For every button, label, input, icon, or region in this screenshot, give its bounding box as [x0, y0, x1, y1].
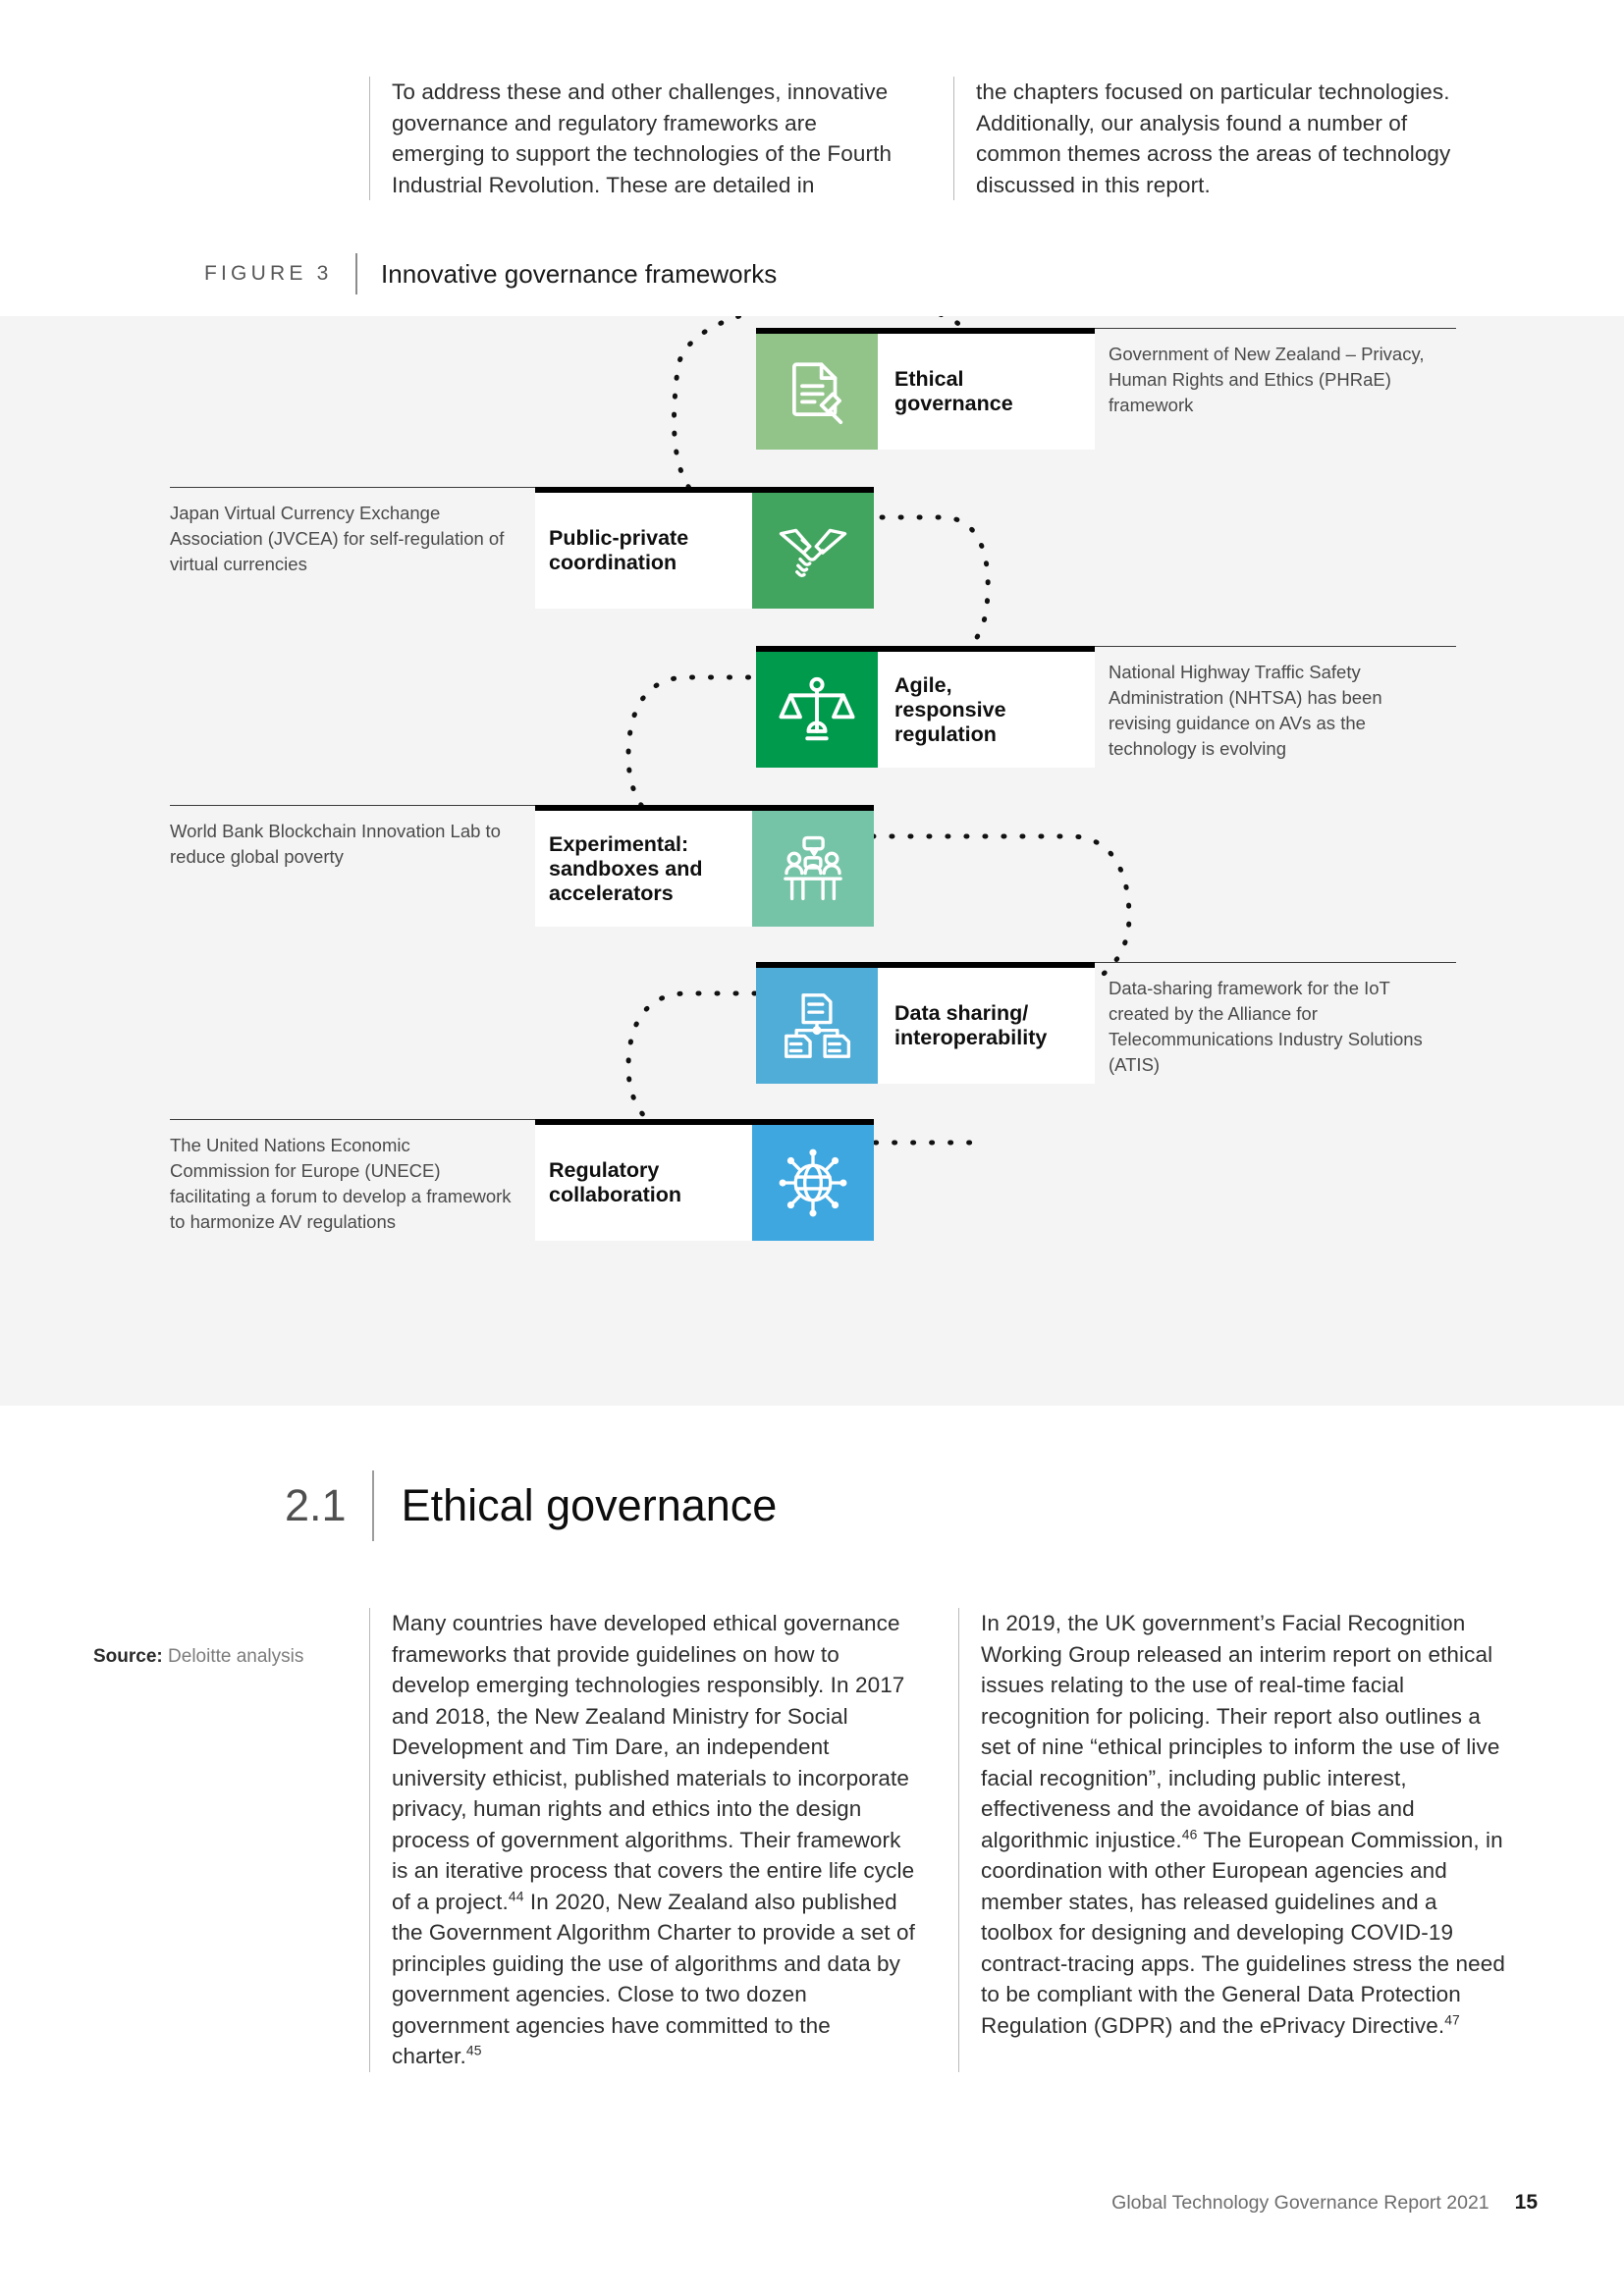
tile-public-private	[752, 493, 874, 609]
card-label-agile-regulation	[878, 652, 1095, 768]
figure-source	[93, 1646, 303, 1668]
card-label-line1: Regulatory	[549, 1158, 660, 1182]
tile-experimental-sandboxes	[752, 811, 874, 927]
body-left-part1: Many countries have developed ethical governance frameworks that provide guidelines on how to develop emerging technologies responsibly. In 2017 and 2018, the New Zealand Ministry for Social Development and Tim Dare, an independent university ethicist, published materials to incorporate privacy, human rights and ethics into the design process of government algorithms. Their framework is an iterative process that covers the entire life cycle of a project.	[392, 1611, 915, 1914]
intro-column-left	[369, 77, 953, 200]
body-column-left	[369, 1608, 958, 2072]
card-label-line1: Ethical	[894, 367, 964, 391]
card-label-data-sharing	[878, 968, 1095, 1084]
body-right-part2: The European Commission, in coordination with other European agencies and member states, has released guidelines and a toolbox for designing and developing COVID-19 contract-tracing apps. The guidelines stress the need to be compliant with the General Data Protection Regulation (GDPR) and the ePrivacy Directive.	[981, 1827, 1505, 2038]
footnote-ref-47: 47	[1444, 2011, 1460, 2027]
footnote-ref-45: 45	[465, 2042, 482, 2058]
card-label-line2: coordination	[549, 551, 677, 574]
figure-row-agile-regulation	[756, 646, 1456, 768]
note-regulatory-collaboration: The United Nations Economic Commission for Europe (UNECE) facilitating a forum to develop a framework to harmonize AV regulations	[170, 1119, 535, 1235]
footer-report-title: Global Technology Governance Report 2021	[1111, 2192, 1489, 2214]
framework-card-ethical-governance[interactable]	[756, 328, 1095, 450]
page-footer	[1111, 2191, 1538, 2215]
figure-row-public-private	[170, 487, 874, 609]
handshake-icon	[775, 512, 851, 589]
intro-column-right	[953, 77, 1538, 200]
document-gavel-icon	[781, 355, 853, 428]
intro-text-block	[369, 77, 1538, 200]
footer-page-number: 15	[1514, 2191, 1538, 2214]
figure-header	[204, 253, 777, 294]
card-label-regulatory-collaboration	[535, 1125, 752, 1241]
figure-source-prefix: Source:	[93, 1646, 163, 1667]
body-text-block	[369, 1608, 1547, 2072]
figure-row-experimental-sandboxes	[170, 805, 874, 927]
footnote-ref-46: 46	[1181, 1826, 1198, 1842]
tile-ethical-governance	[756, 334, 878, 450]
note-agile-regulation: National Highway Traffic Safety Administration (NHTSA) has been revising guidance on AVs as the technology is evolving	[1095, 646, 1456, 762]
section-heading	[285, 1470, 777, 1541]
scales-balance-icon	[779, 671, 855, 748]
card-label-experimental-sandboxes	[535, 811, 752, 927]
note-public-private: Japan Virtual Currency Exchange Association (JVCEA) for self-regulation of virtual currencies	[170, 487, 535, 577]
framework-card-public-private[interactable]	[535, 487, 874, 609]
body-paragraph-left	[392, 1608, 919, 2072]
section-title: Ethical governance	[401, 1480, 778, 1530]
framework-card-data-sharing[interactable]	[756, 962, 1095, 1084]
card-label-line1: Data sharing/	[894, 1001, 1029, 1025]
card-label-line1: Agile,	[894, 672, 952, 697]
card-label-line2: interoperability	[894, 1026, 1048, 1049]
note-ethical-governance: Government of New Zealand – Privacy, Human Rights and Ethics (PHRaE) framework	[1095, 328, 1456, 418]
card-label-line3: accelerators	[549, 881, 674, 905]
framework-card-regulatory-collaboration[interactable]	[535, 1119, 874, 1241]
figure-row-regulatory-collaboration	[170, 1119, 874, 1241]
card-label-line2: collaboration	[549, 1183, 681, 1206]
figure-label: FIGURE 3	[204, 262, 333, 285]
body-paragraph-right	[981, 1608, 1508, 2041]
card-label-public-private	[535, 493, 752, 609]
body-right-part1: In 2019, the UK government’s Facial Recognition Working Group released an interim report on ethical issues relating to the use of real-time facial recognition for policing. Their report also outlines a set of nine “ethical principles to inform the use of live facial recognition”, including public interest, effectiveness and the avoidance of bias and algorithmic injustice.	[981, 1611, 1500, 1852]
intro-paragraph-right: the chapters focused on particular technologies. Additionally, our analysis found a number of common themes across the areas of technology discussed in this report.	[976, 80, 1451, 197]
note-data-sharing: Data-sharing framework for the IoT created by the Alliance for Telecommunications Industry Solutions (ATIS)	[1095, 962, 1456, 1078]
tile-data-sharing	[756, 968, 878, 1084]
framework-card-experimental-sandboxes[interactable]	[535, 805, 874, 927]
figure-title: Innovative governance frameworks	[381, 258, 778, 289]
card-label-line2: governance	[894, 392, 1013, 415]
tile-agile-regulation	[756, 652, 878, 768]
people-meeting-icon	[778, 833, 848, 904]
footnote-ref-44: 44	[508, 1888, 524, 1903]
tile-regulatory-collaboration	[752, 1125, 874, 1241]
figure-source-text: Deloitte analysis	[168, 1646, 304, 1667]
data-share-nodes-icon	[781, 989, 853, 1062]
card-label-line1: Public-private	[549, 526, 689, 550]
figure-row-ethical-governance	[756, 328, 1456, 450]
note-experimental-sandboxes: World Bank Blockchain Innovation Lab to reduce global poverty	[170, 805, 535, 870]
card-label-ethical-governance	[878, 334, 1095, 450]
framework-card-agile-regulation[interactable]	[756, 646, 1095, 768]
body-column-right	[958, 1608, 1547, 2072]
section-number: 2.1	[285, 1480, 347, 1530]
card-label-line1: Experimental:	[549, 831, 689, 856]
body-left-part2: In 2020, New Zealand also published the Government Algorithm Charter to provide a set of principles guiding the use of algorithms and data by government agencies. Close to two dozen government agencies have committed to the charter.	[392, 1889, 915, 2068]
figure-row-data-sharing	[756, 962, 1456, 1084]
globe-network-icon	[776, 1146, 850, 1220]
card-label-line3: regulation	[894, 721, 997, 746]
card-label-line2: responsive	[894, 697, 1006, 721]
card-label-line2: sandboxes and	[549, 856, 703, 881]
intro-paragraph-left: To address these and other challenges, innovative governance and regulatory frameworks are emerging to support the technologies of the Fourth Industrial Revolution. These are detailed in	[392, 80, 893, 197]
